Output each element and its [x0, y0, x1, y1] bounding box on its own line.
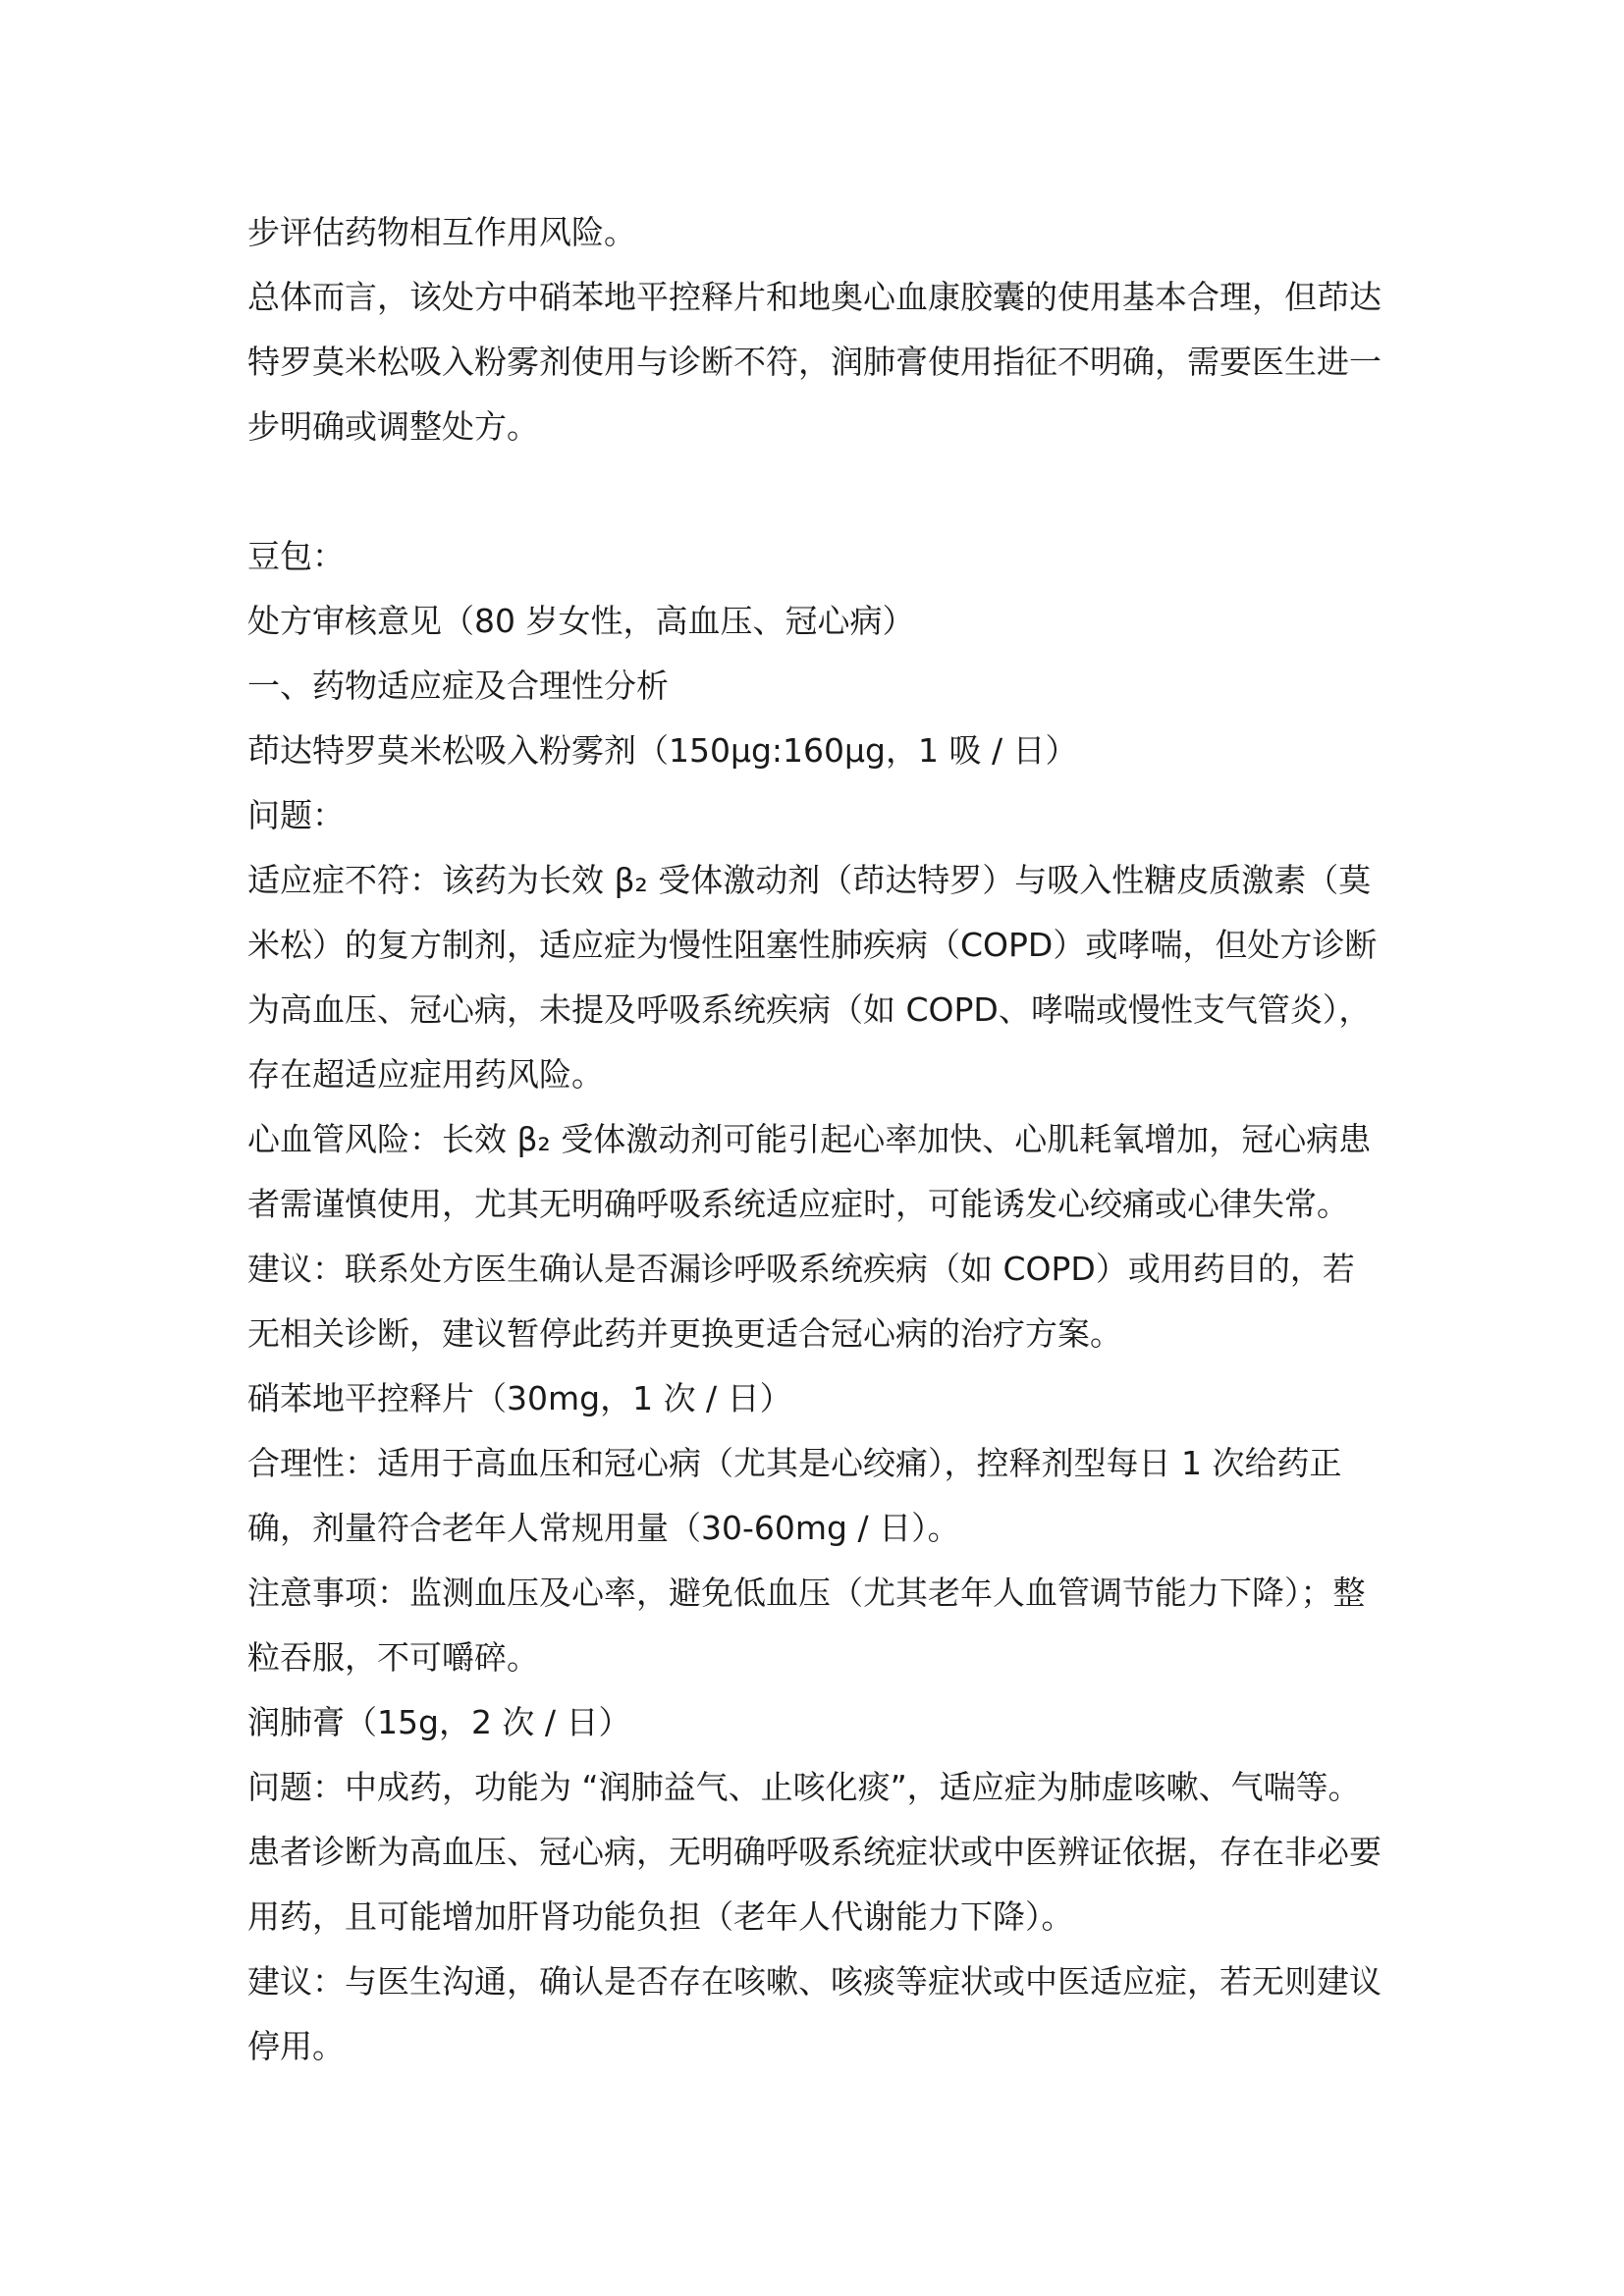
review-title: 处方审核意见（80 岁女性，高血压、冠心病）: [247, 602, 915, 640]
drug-heading-runfeigao: 润肺膏（15g，2 次 / 日）: [247, 1703, 631, 1741]
drug-heading-nifedipine: 硝苯地平控释片（30mg，1 次 / 日）: [247, 1379, 792, 1417]
blank-line: [247, 459, 1386, 524]
paragraph-problem-runfeigao: 问题：中成药，功能为 “润肺益气、止咳化痰”，适应症为肺虚咳嗽、气喘等。患者诊断为高血压、冠心病，无明确呼吸系统症状或中医辨证依据，存在非必要用药，且可能增加肝肾功能负担（老年人代谢能力下降）。: [247, 1768, 1381, 1936]
document-page: [247, 200, 1386, 2079]
paragraph-suggestion-1: 建议：联系处方医生确认是否漏诊呼吸系统疾病（如 COPD）或用药目的，若无相关诊断，建议暂停此药并更换更适合冠心病的治疗方案。: [247, 1250, 1355, 1353]
paragraph-rationality: 合理性：适用于高血压和冠心病（尤其是心绞痛），控释剂型每日 1 次给药正确，剂量符合老年人常规用量（30-60mg / 日）。: [247, 1444, 1342, 1547]
paragraph-precautions: 注意事项：监测血压及心率，避免低血压（尤其老年人血管调节能力下降）；整粒吞服，不可嚼碎。: [247, 1574, 1366, 1677]
speaker-label: 豆包：: [247, 537, 345, 575]
section-heading: 一、药物适应症及合理性分析: [247, 667, 669, 705]
paragraph-cardio-risk: 心血管风险：长效 β₂ 受体激动剂可能引起心率加快、心肌耗氧增加，冠心病患者需谨慎使用，尤其无明确呼吸系统适应症时，可能诱发心绞痛或心律失常。: [247, 1120, 1372, 1223]
paragraph-summary: 总体而言，该处方中硝苯地平控释片和地奥心血康胶囊的使用基本合理，但茚达特罗莫米松吸入粉雾剂使用与诊断不符，润肺膏使用指征不明确，需要医生进一步明确或调整处方。: [247, 278, 1381, 446]
paragraph-suggestion-2: 建议：与医生沟通，确认是否存在咳嗽、咳痰等症状或中医适应症，若无则建议停用。: [247, 1962, 1381, 2065]
paragraph-continuation: 步评估药物相互作用风险。: [247, 213, 636, 251]
drug-heading-indacaterol: 茚达特罗莫米松吸入粉雾剂（150μg:160μg，1 吸 / 日）: [247, 731, 1078, 770]
problem-label: 问题：: [247, 796, 345, 834]
paragraph-indication-mismatch: 适应症不符：该药为长效 β₂ 受体激动剂（茚达特罗）与吸入性糖皮质激素（莫米松）的复方制剂，适应症为慢性阻塞性肺疾病（COPD）或哮喘，但处方诊断为高血压、冠心病，未提及呼吸系统疾病（如 COPD、哮喘或慢性支气管炎），存在超适应症用药风险。: [247, 861, 1378, 1094]
